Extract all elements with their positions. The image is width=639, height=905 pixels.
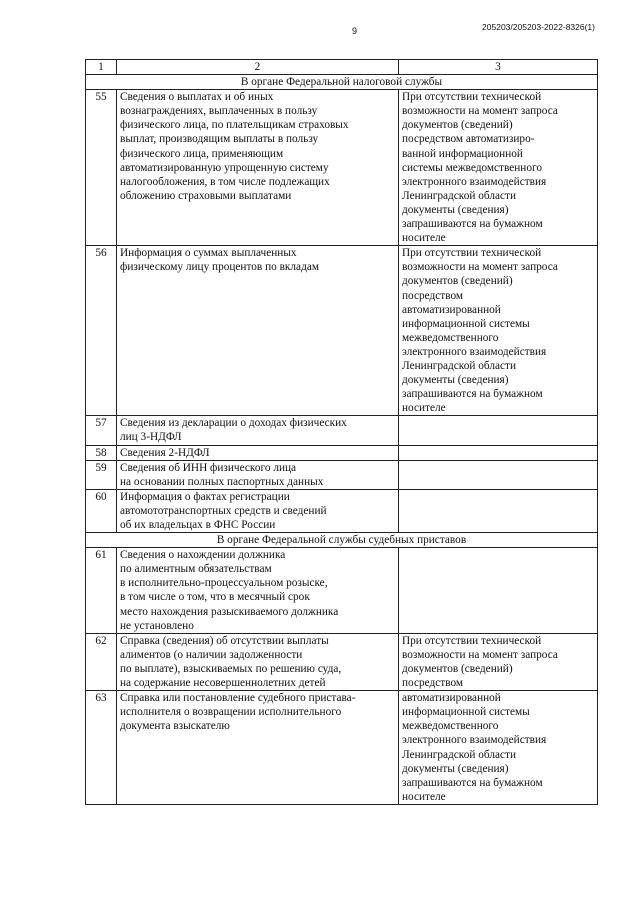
information-line: физического лица, применяющим: [120, 147, 284, 160]
note-line: документы (сведения): [402, 203, 509, 216]
row-note: [399, 489, 598, 532]
information-line: алиментов (о наличии задолженности: [120, 648, 303, 661]
information-line: в том числе о том, что в месячный срок: [120, 591, 310, 604]
information-line: Справка (сведения) об отсутствии выплаты: [120, 634, 329, 647]
page-number: 9: [352, 26, 358, 36]
information-line: автоматизированную упрощенную систему: [120, 161, 329, 174]
information-line: место нахождения разыскиваемого должника: [120, 605, 339, 618]
note-line: посредством автоматизиро-: [402, 133, 535, 146]
note-line: автоматизированной: [402, 692, 501, 705]
row-number: 59: [86, 460, 117, 489]
note-line: возможности на момент запроса: [402, 648, 558, 661]
row-note: [399, 416, 598, 445]
note-line: системы межведомственного: [402, 161, 542, 174]
row-note: [399, 548, 598, 634]
row-information: [117, 489, 399, 532]
row-information: [117, 691, 399, 805]
note-line: носителе: [402, 790, 446, 803]
information-line: Справка или постановление судебного пристава-: [120, 692, 356, 705]
section-row: [86, 533, 598, 548]
note-line: электронного взаимодействия: [402, 175, 547, 188]
note-line: документов (сведений): [402, 275, 513, 288]
table-row: [86, 691, 598, 805]
information-line: Сведения об ИНН физического лица: [120, 461, 297, 474]
information-line: на основании полных паспортных данных: [120, 475, 324, 488]
row-information: [117, 445, 399, 460]
column-header: 2: [117, 60, 399, 75]
row-information: [117, 548, 399, 634]
information-line: Сведения о выплатах и об иных: [120, 91, 274, 104]
section-title: В органе Федеральной налоговой службы: [86, 75, 598, 90]
note-line: посредством: [402, 677, 464, 690]
information-line: выплат, производящим выплаты в пользу: [120, 133, 319, 146]
information-line: физическому лицу процентов по вкладам: [120, 261, 319, 274]
note-line: запрашиваются на бумажном: [402, 776, 543, 789]
information-line: на содержание несовершеннолетних детей: [120, 677, 326, 690]
row-number: 57: [86, 416, 117, 445]
row-number: 58: [86, 445, 117, 460]
information-line: обложению страховыми выплатами: [120, 189, 292, 202]
note-line: информационной системы: [402, 317, 530, 330]
note-line: запрашиваются на бумажном: [402, 218, 543, 231]
note-line: Ленинградской области: [402, 189, 516, 202]
row-information: [117, 460, 399, 489]
information-line: документа взыскателю: [120, 720, 230, 733]
table-row: [86, 489, 598, 532]
row-note: [399, 460, 598, 489]
note-line: посредством: [402, 289, 464, 302]
information-line: по алиментным обязательствам: [120, 563, 272, 576]
table-row: [86, 633, 598, 690]
table-row: [86, 460, 598, 489]
row-information: [117, 416, 399, 445]
note-line: межведомственного: [402, 331, 499, 344]
row-number: 56: [86, 246, 117, 416]
table-row: [86, 90, 598, 246]
row-note: [399, 90, 598, 246]
section-title: В органе Федеральной службы судебных приставов: [86, 533, 598, 548]
information-line: по выплате), взыскиваемых по решению суда,: [120, 662, 342, 675]
note-line: документов (сведений): [402, 662, 513, 675]
note-line: носителе: [402, 402, 446, 415]
information-line: Информация о фактах регистрации: [120, 490, 290, 503]
table-row: [86, 416, 598, 445]
note-line: возможности на момент запроса: [402, 261, 558, 274]
note-line: документы (сведения): [402, 762, 509, 775]
note-line: электронного взаимодействия: [402, 345, 547, 358]
information-line: вознаграждениях, выплаченных в пользу: [120, 105, 318, 118]
note-line: межведомственного: [402, 720, 499, 733]
note-line: При отсутствии технической: [402, 91, 542, 104]
information-line: лиц 3-НДФЛ: [120, 431, 182, 444]
row-number: 55: [86, 90, 117, 246]
column-header: 1: [86, 60, 117, 75]
document-id: 205203/205203-2022-8326(1): [482, 22, 595, 32]
information-line: об их владельцах в ФНС России: [120, 519, 276, 531]
note-line: При отсутствии технической: [402, 247, 542, 260]
table-row: [86, 246, 598, 416]
information-line: не установлено: [120, 619, 194, 632]
note-line: автоматизированной: [402, 303, 501, 316]
note-line: носителе: [402, 232, 446, 245]
row-number: 63: [86, 691, 117, 805]
note-line: информационной системы: [402, 706, 530, 719]
information-line: в исполнительно-процессуальном розыске,: [120, 577, 328, 590]
row-note: [399, 445, 598, 460]
row-information: [117, 633, 399, 690]
row-number: 62: [86, 633, 117, 690]
information-line: Сведения 2-НДФЛ: [120, 446, 210, 459]
information-line: Сведения из декларации о доходах физических: [120, 417, 347, 430]
information-line: Информация о суммах выплаченных: [120, 247, 297, 260]
document-table: [85, 59, 598, 805]
information-line: Сведения о нахождении должника: [120, 549, 286, 562]
note-line: Ленинградской области: [402, 359, 516, 372]
note-line: При отсутствии технической: [402, 634, 542, 647]
row-note: [399, 691, 598, 805]
row-note: [399, 633, 598, 690]
table-header-row: [86, 60, 598, 75]
note-line: запрашиваются на бумажном: [402, 388, 543, 401]
section-row: [86, 75, 598, 90]
information-line: физического лица, по плательщикам страховых: [120, 119, 349, 132]
row-information: [117, 90, 399, 246]
row-information: [117, 246, 399, 416]
note-line: возможности на момент запроса: [402, 105, 558, 118]
note-line: Ленинградской области: [402, 748, 516, 761]
information-line: налогообложения, в том числе подлежащих: [120, 175, 330, 188]
note-line: электронного взаимодействия: [402, 734, 547, 747]
row-note: [399, 246, 598, 416]
information-line: автомототранспортных средств и сведений: [120, 504, 327, 517]
row-number: 60: [86, 489, 117, 532]
row-number: 61: [86, 548, 117, 634]
note-line: ванной информационной: [402, 147, 523, 160]
table-row: [86, 548, 598, 634]
note-line: документы (сведения): [402, 374, 509, 387]
note-line: документов (сведений): [402, 119, 513, 132]
table-row: [86, 445, 598, 460]
column-header: 3: [399, 60, 598, 75]
information-line: исполнителя о возвращении исполнительного: [120, 706, 342, 719]
